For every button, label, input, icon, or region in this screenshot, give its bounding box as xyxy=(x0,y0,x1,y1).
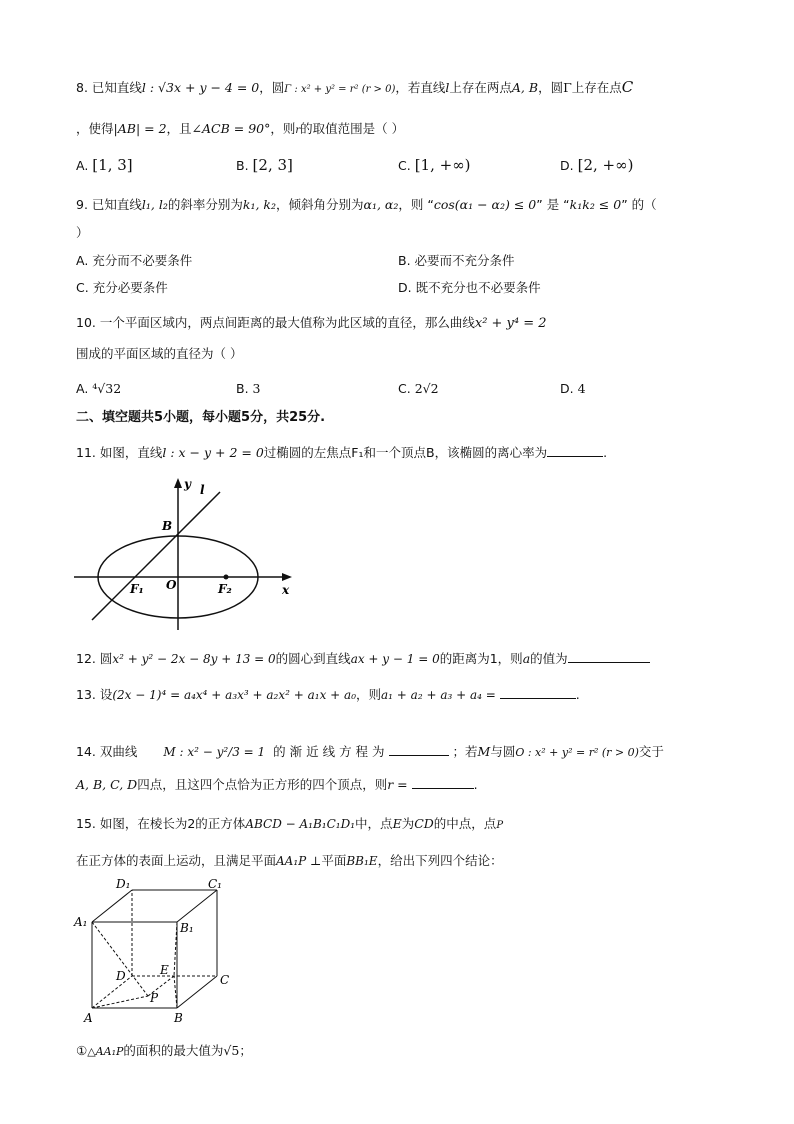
q8-text: ，若直线 xyxy=(395,80,446,95)
q14-number: 14. 双曲线 xyxy=(76,744,138,759)
y-axis-arrow xyxy=(174,478,182,488)
focus-f2-dot xyxy=(224,575,229,580)
q15-plane-1: AA₁P ⊥ xyxy=(276,854,322,868)
conclusion-number: ① xyxy=(76,1043,88,1058)
option-label: D. xyxy=(560,158,574,173)
option-value: 4 xyxy=(577,381,586,396)
q9-text: 的斜率分别为 xyxy=(167,197,243,212)
label-a1: A₁ xyxy=(74,915,88,929)
option-label: B. xyxy=(236,158,249,173)
q8-abs-ab: |AB| = 2 xyxy=(113,121,167,136)
option-label: A. xyxy=(76,381,89,396)
q9-text: ，倾斜角分别为 xyxy=(276,197,364,212)
q8-gamma: Γ xyxy=(563,80,572,95)
q8-point-c: C xyxy=(621,78,634,96)
label-b: B xyxy=(162,519,173,533)
label-f2: F₂ xyxy=(218,582,232,596)
q14-line2 xyxy=(76,776,478,794)
q9-line1 xyxy=(76,196,657,214)
q9-option-c xyxy=(76,279,168,297)
q8-angle: ∠ACB = 90° xyxy=(191,121,271,136)
q9-text: ，则 “ xyxy=(398,197,434,212)
q15-text: 中，点 xyxy=(355,816,393,831)
q14-text: 与圆 xyxy=(490,744,516,759)
option-value: 充分而不必要条件 xyxy=(92,253,193,268)
q14-text: ；若 xyxy=(452,744,478,759)
q13-line xyxy=(76,686,580,704)
q9-condition-2: k₁k₂ ≤ 0 xyxy=(569,197,622,212)
q15-text: 为 xyxy=(401,816,415,831)
label-e: E xyxy=(160,963,169,977)
q9-option-d xyxy=(398,279,541,297)
answer-blank[interactable] xyxy=(389,743,449,756)
label-d: D xyxy=(116,969,126,983)
q15-cube: ABCD − A₁B₁C₁D₁ xyxy=(245,817,356,831)
line-a1p xyxy=(92,922,148,996)
q8-option-a xyxy=(76,156,133,175)
q14-r-eq: r = xyxy=(387,777,408,792)
answer-blank[interactable] xyxy=(568,650,650,663)
q15-var-e: E xyxy=(392,816,402,831)
q15-conclusion-1 xyxy=(76,1042,252,1061)
q8-option-b xyxy=(236,156,293,175)
q15-cd: CD xyxy=(414,816,434,831)
option-value: 必要而不充分条件 xyxy=(414,253,515,268)
edge-ad-hidden xyxy=(92,976,132,1008)
q8-text: ，则 xyxy=(270,121,296,136)
q9-lines: l₁, l₂ xyxy=(141,197,168,212)
q8-text: 上存在两点 xyxy=(449,80,512,95)
label-f1: F₁ xyxy=(130,582,144,596)
q10-text: 围成的平面区域的直径为（ ） xyxy=(76,346,243,361)
q9-angles: α₁, α₂ xyxy=(363,197,399,212)
q15-text: 的中点，点 xyxy=(433,816,497,831)
x-axis-arrow xyxy=(282,573,292,581)
q8-points-ab: A, B xyxy=(511,80,539,95)
option-label: A. xyxy=(76,158,89,173)
option-value: 充分必要条件 xyxy=(92,280,168,295)
q13-number: 13. 设 xyxy=(76,687,113,702)
q8-text: ，圆 xyxy=(259,80,285,95)
q9-text: ” 的（ xyxy=(621,197,657,212)
q8-text: 的取值范围是（ ） xyxy=(300,121,405,136)
q14-text: . xyxy=(473,777,478,792)
q11-number: 11. 如图，直线 xyxy=(76,445,163,460)
option-value: [1, +∞) xyxy=(414,156,471,174)
q8-text: ，圆 xyxy=(538,80,564,95)
option-label: D. xyxy=(560,381,574,396)
ellipse-figure xyxy=(70,470,300,632)
q14-hyperbola: M : x² − y²/3 = 1 xyxy=(163,745,266,759)
q11-text: . xyxy=(603,445,608,460)
label-o: O xyxy=(166,578,177,592)
q14-points: A, B, C, D xyxy=(76,777,138,792)
q8-line-equation: l : √3x + y − 4 = 0 xyxy=(141,80,260,95)
q9-text: ” 是 “ xyxy=(536,197,570,212)
option-label: C. xyxy=(398,381,411,396)
q9-option-b xyxy=(398,252,515,270)
q14-line1 xyxy=(76,743,664,762)
option-label: D. xyxy=(398,280,412,295)
conclusion-text: 的面积的最大值为 xyxy=(123,1043,224,1058)
q8-var-l: l xyxy=(445,80,450,95)
q12-line-eq: ax + y − 1 = 0 xyxy=(350,652,440,666)
q10-option-b xyxy=(236,380,261,398)
q10-text: 10. 一个平面区域内，两点间距离的最大值称为此区域的直径，那么曲线 xyxy=(76,315,475,330)
answer-blank[interactable] xyxy=(500,686,576,699)
q10-option-a xyxy=(76,380,121,398)
q15-text: 在正方体的表面上运动，且满足平面 xyxy=(76,853,277,868)
option-label: C. xyxy=(76,280,89,295)
line-ap xyxy=(92,996,148,1008)
q12-line xyxy=(76,650,650,668)
option-value: ⁴√32 xyxy=(92,381,122,396)
edge-d1a1 xyxy=(92,890,132,922)
q8-line2 xyxy=(76,120,404,140)
triangle-aa1p: △AA₁P xyxy=(87,1045,124,1058)
edge-bc xyxy=(177,976,217,1008)
q14-text: 四点，且这四个点恰为正方形的四个顶点，则 xyxy=(137,777,388,792)
q13-sum: a₁ + a₂ + a₃ + a₄ = xyxy=(381,688,496,702)
q9-number: 9. 已知直线 xyxy=(76,197,142,212)
q15-plane-2: BB₁E xyxy=(346,854,378,868)
option-label: C. xyxy=(398,158,411,173)
label-b: B xyxy=(174,1011,183,1025)
q8-var-r: r xyxy=(295,125,301,136)
q8-line1 xyxy=(76,78,633,99)
answer-blank[interactable] xyxy=(412,776,474,789)
q10-option-d xyxy=(560,380,586,398)
label-b1: B₁ xyxy=(180,921,194,935)
q13-text: . xyxy=(575,687,580,702)
conclusion-text: ； xyxy=(239,1043,252,1058)
option-value: [2, 3] xyxy=(252,156,293,174)
q8-option-d xyxy=(560,156,633,175)
q8-number: 8. 已知直线 xyxy=(76,80,142,95)
q15-var-p: P xyxy=(496,820,504,831)
q15-text: ，给出下列四个结论： xyxy=(377,853,503,868)
q15-line2 xyxy=(76,852,503,870)
q8-option-c xyxy=(398,156,471,175)
q13-text: ，则 xyxy=(356,687,382,702)
option-value: 既不充分也不必要条件 xyxy=(415,280,541,295)
answer-blank[interactable] xyxy=(547,444,603,457)
q10-curve: x² + y⁴ = 2 xyxy=(474,316,547,331)
label-l: l xyxy=(200,483,205,497)
q12-circle: x² + y² − 2x − 8y + 13 = 0 xyxy=(112,652,276,666)
q14-text: 交于 xyxy=(638,744,664,759)
q12-number: 12. 圆 xyxy=(76,651,113,666)
q11-line xyxy=(76,444,607,462)
label-c: C xyxy=(220,973,230,987)
cube-figure xyxy=(72,876,242,1026)
q10-line1 xyxy=(76,314,547,333)
label-c1: C₁ xyxy=(208,877,222,891)
q8-text: 上存在点 xyxy=(571,80,622,95)
conclusion-value: √5 xyxy=(223,1043,240,1058)
q14-text: 的 渐 近 线 方 程 为 xyxy=(273,744,385,759)
q9-condition-1: cos(α₁ − α₂) ≤ 0 xyxy=(433,197,537,212)
q8-circle-equation: Γ : x² + y² = r² (r > 0) xyxy=(284,84,396,95)
option-label: B. xyxy=(398,253,411,268)
label-y: y xyxy=(184,477,191,491)
q12-text: 的值为 xyxy=(530,651,568,666)
q9-slopes: k₁, k₂ xyxy=(242,197,277,212)
q15-number: 15. 如图，在棱长为2的正方体 xyxy=(76,816,246,831)
q15-line1 xyxy=(76,815,503,835)
q9-line2 xyxy=(76,224,89,242)
q13-expansion: (2x − 1)⁴ = a₄x⁴ + a₃x³ + a₂x² + a₁x + a₀ xyxy=(112,688,356,702)
option-value: 3 xyxy=(252,381,261,396)
option-value: [1, 3] xyxy=(92,156,133,174)
q12-var-a: a xyxy=(522,651,531,666)
line-l xyxy=(92,492,220,620)
q14-circle: O : x² + y² = r² (r > 0) xyxy=(515,746,639,759)
q11-text: 过椭圆的左焦点F₁和一个顶点B，该椭圆的离心率为 xyxy=(263,445,548,460)
section-heading: 二、填空题共5小题，每小题5分，共25分. xyxy=(76,410,326,425)
q15-text: 平面 xyxy=(321,853,347,868)
label-a: A xyxy=(84,1011,93,1025)
q14-var-m: M xyxy=(477,744,491,759)
edge-b1c1 xyxy=(177,890,217,922)
q8-text: ，使得 xyxy=(76,121,114,136)
label-x: x xyxy=(282,583,290,597)
option-value: [2, +∞) xyxy=(577,156,634,174)
option-label: B. xyxy=(236,381,249,396)
q8-text: ，且 xyxy=(166,121,192,136)
option-value: 2√2 xyxy=(414,381,439,396)
q12-text: 的距离为1，则 xyxy=(439,651,523,666)
q10-option-c xyxy=(398,380,439,398)
q9-option-a xyxy=(76,252,192,270)
label-d1: D₁ xyxy=(116,877,131,891)
label-p: P xyxy=(150,991,159,1005)
q11-line-equation: l : x − y + 2 = 0 xyxy=(162,445,264,460)
q12-text: 的圆心到直线 xyxy=(275,651,351,666)
option-label: A. xyxy=(76,253,89,268)
q10-line2 xyxy=(76,345,242,363)
q9-text: ） xyxy=(76,225,89,240)
